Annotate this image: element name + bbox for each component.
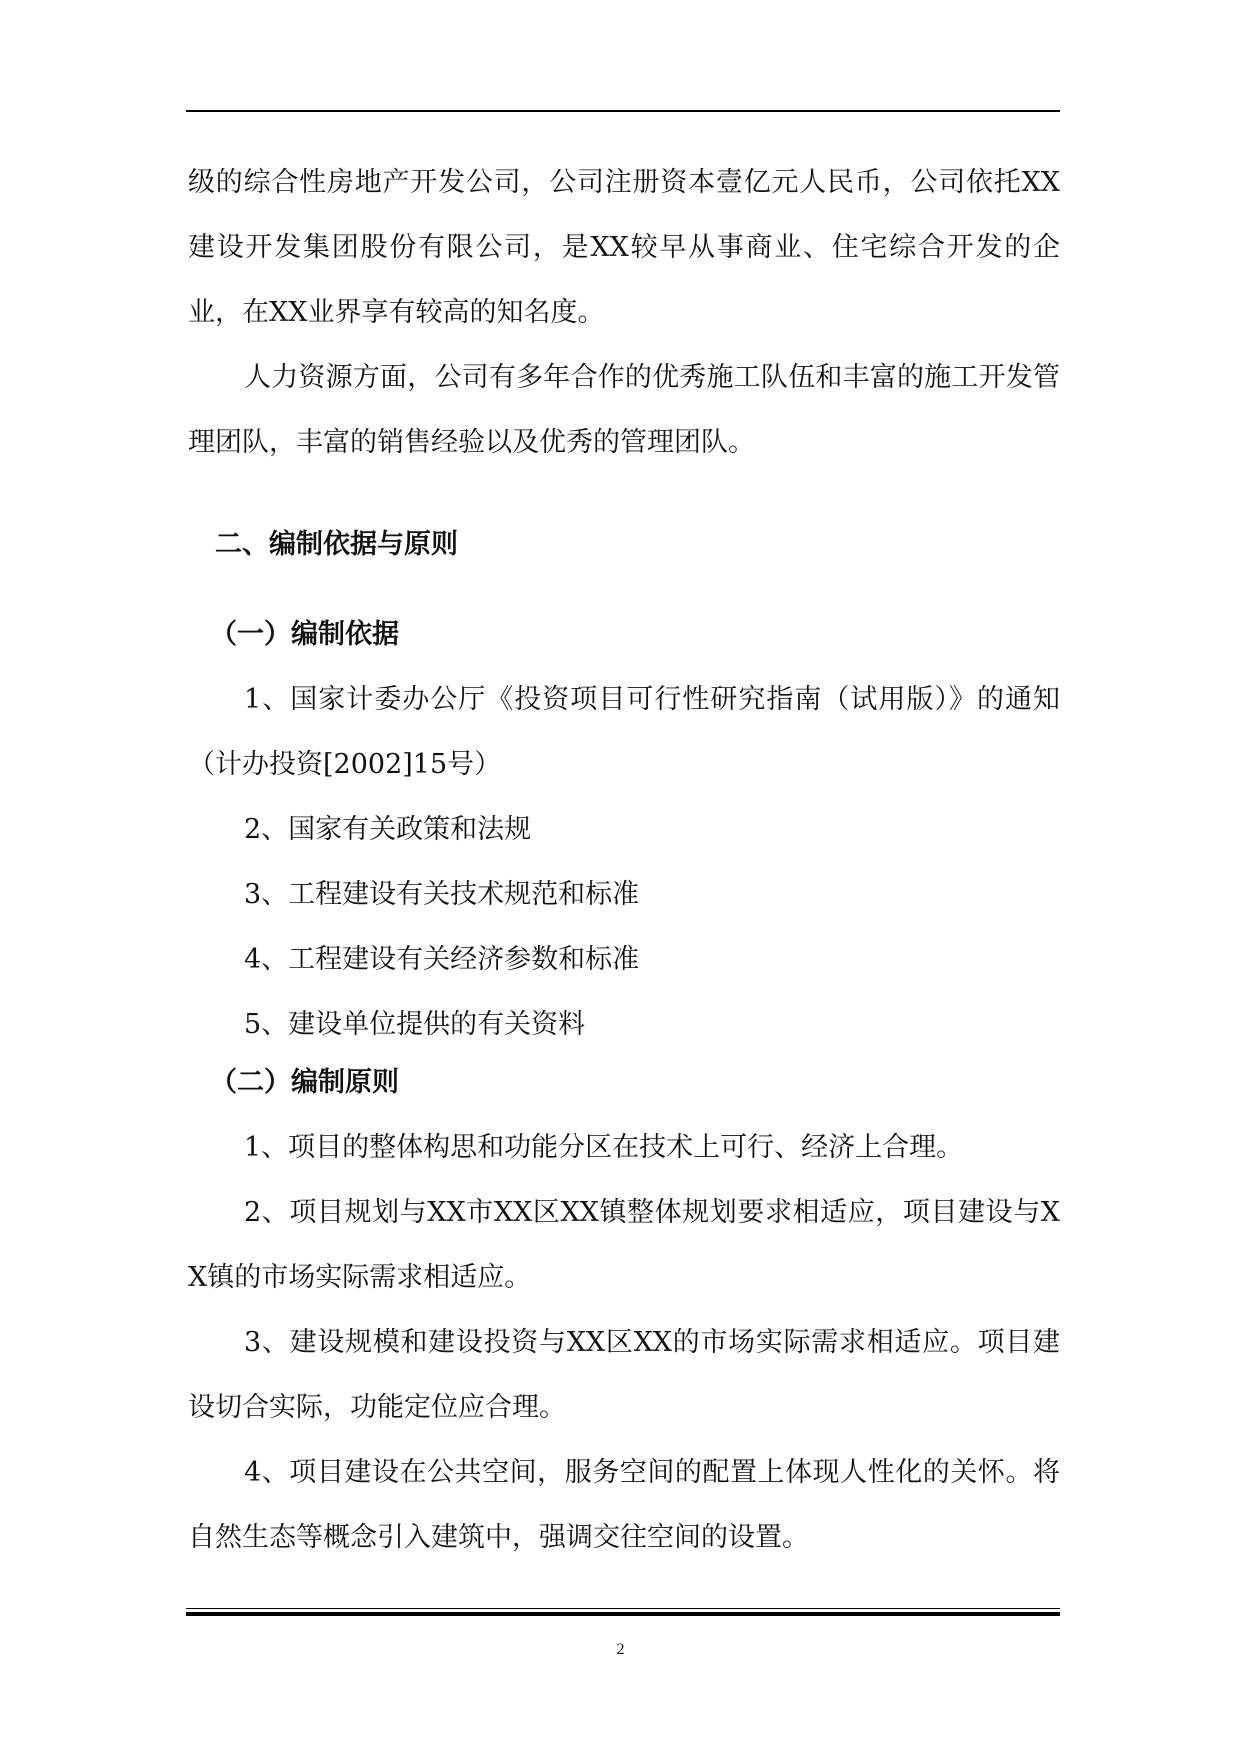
principle-item-2: 2、项目规划与XX市XX区XX镇整体规划要求相适应，项目建设与XX镇的市场实际需求相适应。 <box>188 1197 1060 1293</box>
paragraph-human-resources: 人力资源方面，公司有多年合作的优秀施工队伍和丰富的施工开发管理团队，丰富的销售经验以及优秀的管理团队。 <box>188 362 1060 458</box>
header-rule <box>186 110 1060 112</box>
page-number: 2 <box>616 1641 625 1658</box>
paragraph-company-intro: 级的综合性房地产开发公司，公司注册资本壹亿元人民币，公司依托XX建设开发集团股份有限公司，是XX较早从事商业、住宅综合开发的企业，在XX业界享有较高的知名度。 <box>188 167 1060 328</box>
basis-item-3: 3、工程建设有关技术规范和标准 <box>244 879 640 910</box>
principle-item-1: 1、项目的整体构思和功能分区在技术上可行、经济上合理。 <box>244 1132 964 1163</box>
principle-item-3: 3、建设规模和建设投资与XX区XX的市场实际需求相适应。项目建设切合实际，功能定位应合理。 <box>188 1327 1060 1423</box>
subsection-principles-title: （二）编制原则 <box>210 1067 399 1098</box>
basis-item-4: 4、工程建设有关经济参数和标准 <box>244 944 640 975</box>
footer-rule-thick <box>186 1612 1060 1616</box>
subsection-basis-title: （一）编制依据 <box>210 619 399 650</box>
footer-rule-thin <box>186 1608 1060 1609</box>
basis-item-5: 5、建设单位提供的有关资料 <box>244 1009 586 1040</box>
basis-item-1: 1、国家计委办公厅《投资项目可行性研究指南（试用版）》的通知（计办投资[2002]15号） <box>188 684 1060 780</box>
basis-item-2: 2、国家有关政策和法规 <box>244 814 532 845</box>
page-body <box>188 150 1060 1570</box>
principle-item-4: 4、项目建设在公共空间，服务空间的配置上体现人性化的关怀。将自然生态等概念引入建筑中，强调交往空间的设置。 <box>188 1457 1060 1553</box>
section-title: 二、编制依据与原则 <box>215 529 458 560</box>
